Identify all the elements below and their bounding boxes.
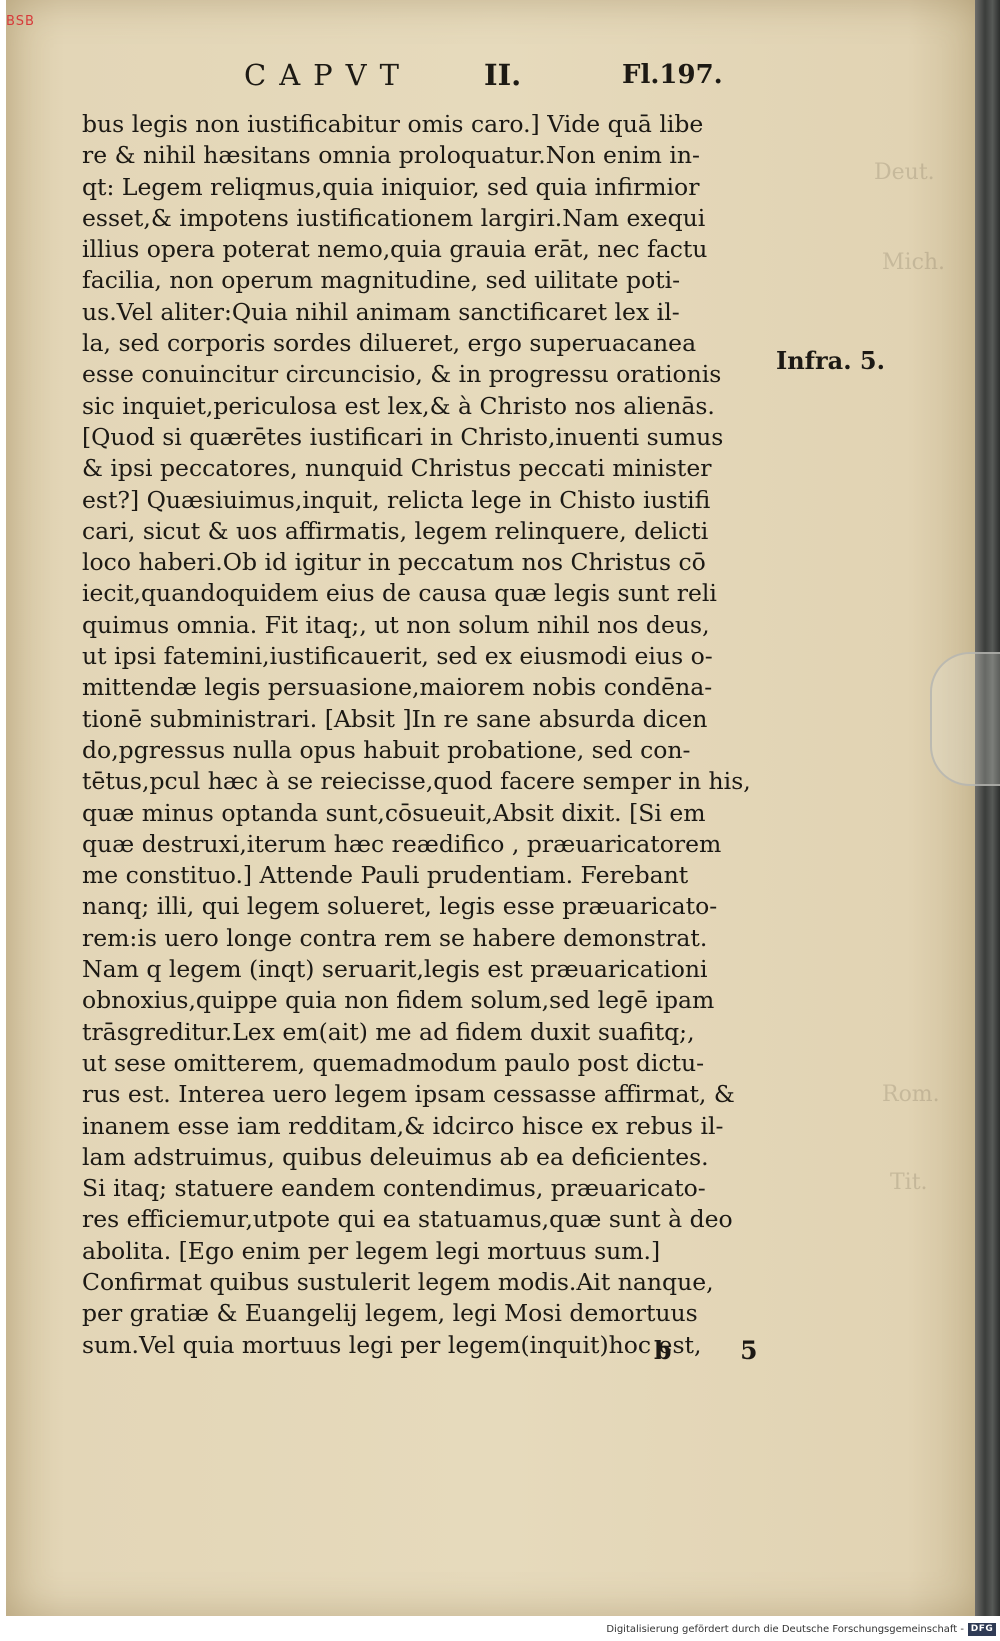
- book-page: [6, 0, 986, 1616]
- text-line: rem:is uero longe contra rem se habere demonstrat.: [82, 923, 708, 952]
- text-line: bus legis non iustificabitur omis caro.] Vide quā libe: [82, 110, 704, 138]
- text-line: facilia, non operum magnitudine, sed uilitate poti-: [82, 266, 681, 295]
- text-line: loco haberi.Ob id igitur in peccatum nos Christus cō: [82, 548, 706, 577]
- text-line: mittendæ legis persuasione,maiorem nobis condēna-: [82, 673, 713, 702]
- text-line: per gratiæ & Euangelij legem, legi Mosi demortuus: [82, 1299, 698, 1328]
- text-line: iecit,quandoquidem eius de causa quæ legis sunt reli: [82, 579, 717, 608]
- text-line: re & nihil hæsitans omnia proloquatur.Non enim in-: [82, 141, 700, 170]
- text-line: quimus omnia. Fit itaq;, ut non solum nihil nos deus,: [82, 610, 710, 639]
- text-line: qt: Legem reliqmus,quia iniquior, sed quia infirmior: [82, 172, 700, 201]
- body-text: [82, 109, 802, 1361]
- page-turn-tab[interactable]: [930, 652, 1000, 786]
- text-line: lam adstruimus, quibus deleuimus ab ea deficientes.: [82, 1142, 709, 1171]
- text-line: inanem esse iam redditam,& idcirco hisce ex rebus il-: [82, 1111, 724, 1140]
- chapter-number: II.: [484, 58, 522, 92]
- text-line: Nam q legem (inqt) seruarit,legis est præuaricationi: [82, 955, 708, 984]
- funding-credit: Digitalisierung gefördert durch die Deutsche Forschungsgemeinschaft -: [606, 1624, 964, 1635]
- text-line: abolita. [Ego enim per legem legi mortuus sum.]: [82, 1236, 661, 1265]
- text-line: tētus,pcul hæc à se reiecisse,quod facere semper in his,: [82, 767, 751, 796]
- text-line: sic inquiet,periculosa est lex,& à Christo nos alienās.: [82, 391, 715, 420]
- text-line: & ipsi peccatores, nunquid Christus peccati minister: [82, 454, 712, 483]
- text-line: Confirmat quibus sustulerit legem modis.Ait nanque,: [82, 1267, 714, 1296]
- marginal-reference: Infra. 5.: [776, 346, 885, 375]
- text-line: la, sed corporis sordes dilueret, ergo superuacanea: [82, 329, 697, 358]
- text-line: ut ipsi fatemini,iustificauerit, sed ex eiusmodi eius o-: [82, 642, 713, 671]
- text-line: res efficiemur,utpote qui ea statuamus,quæ sunt à deo: [82, 1205, 733, 1234]
- text-line: ut sese omitterem, quemadmodum paulo post dictu-: [82, 1048, 705, 1077]
- library-mark: BSB: [6, 14, 35, 29]
- text-line: me constituo.] Attende Pauli prudentiam. Ferebant: [82, 861, 689, 890]
- text-line: sum.Vel quia mortuus legi per legem(inquit)hoc est,: [82, 1330, 702, 1359]
- text-line: tionē subministrari. [Absit ]In re sane absurda dicen: [82, 704, 708, 733]
- text-line: quæ minus optanda sunt,cōsueuit,Absit dixit. [Si em: [82, 798, 706, 827]
- folio-number: Fl.197.: [622, 60, 723, 90]
- text-line: obnoxius,quippe quia non fidem solum,sed legē ipam: [82, 986, 715, 1015]
- text-line: cari, sicut & uos affirmatis, legem relinquere, delicti: [82, 516, 709, 545]
- show-through-text: Rom.: [882, 1082, 940, 1107]
- running-head-title: CAPVT: [244, 58, 412, 92]
- text-line: est?] Quæsiuimus,inquit, relicta lege in Chisto iustifi: [82, 485, 711, 514]
- text-line: quæ destruxi,iterum hæc reædifico , præuaricatorem: [82, 829, 722, 858]
- dfg-logo-icon: DFG: [968, 1623, 996, 1636]
- binding-edge: [975, 0, 1000, 1616]
- running-header: [244, 58, 744, 98]
- text-line: us.Vel aliter:Quia nihil animam sanctificaret lex il-: [82, 297, 680, 326]
- text-line: esset,& impotens iustificationem largiri.Nam exequi: [82, 203, 706, 232]
- text-line: Si itaq; statuere eandem contendimus, præuaricato-: [82, 1174, 706, 1203]
- show-through-text: Mich.: [882, 250, 946, 275]
- text-line: illius opera poterat nemo,quia grauia erāt, nec factu: [82, 235, 708, 264]
- text-line: esse conuincitur circuncisio, & in progressu orationis: [82, 360, 722, 389]
- show-through-text: Deut.: [874, 160, 935, 185]
- text-line: trāsgreditur.Lex em(ait) me ad fidem duxit suafitq;,: [82, 1017, 695, 1046]
- text-line: rus est. Interea uero legem ipsam cessasse affirmat, &: [82, 1080, 735, 1109]
- text-line: nanq; illi, qui legem solueret, legis esse præuaricato-: [82, 892, 718, 921]
- show-through-text: Tit.: [890, 1170, 928, 1195]
- text-line: [Quod si quærētes iustificari in Christo,inuenti sumus: [82, 422, 724, 451]
- signature-mark: b 5: [654, 1336, 788, 1365]
- text-line: do,pgressus nulla opus habuit probatione, sed con-: [82, 735, 691, 764]
